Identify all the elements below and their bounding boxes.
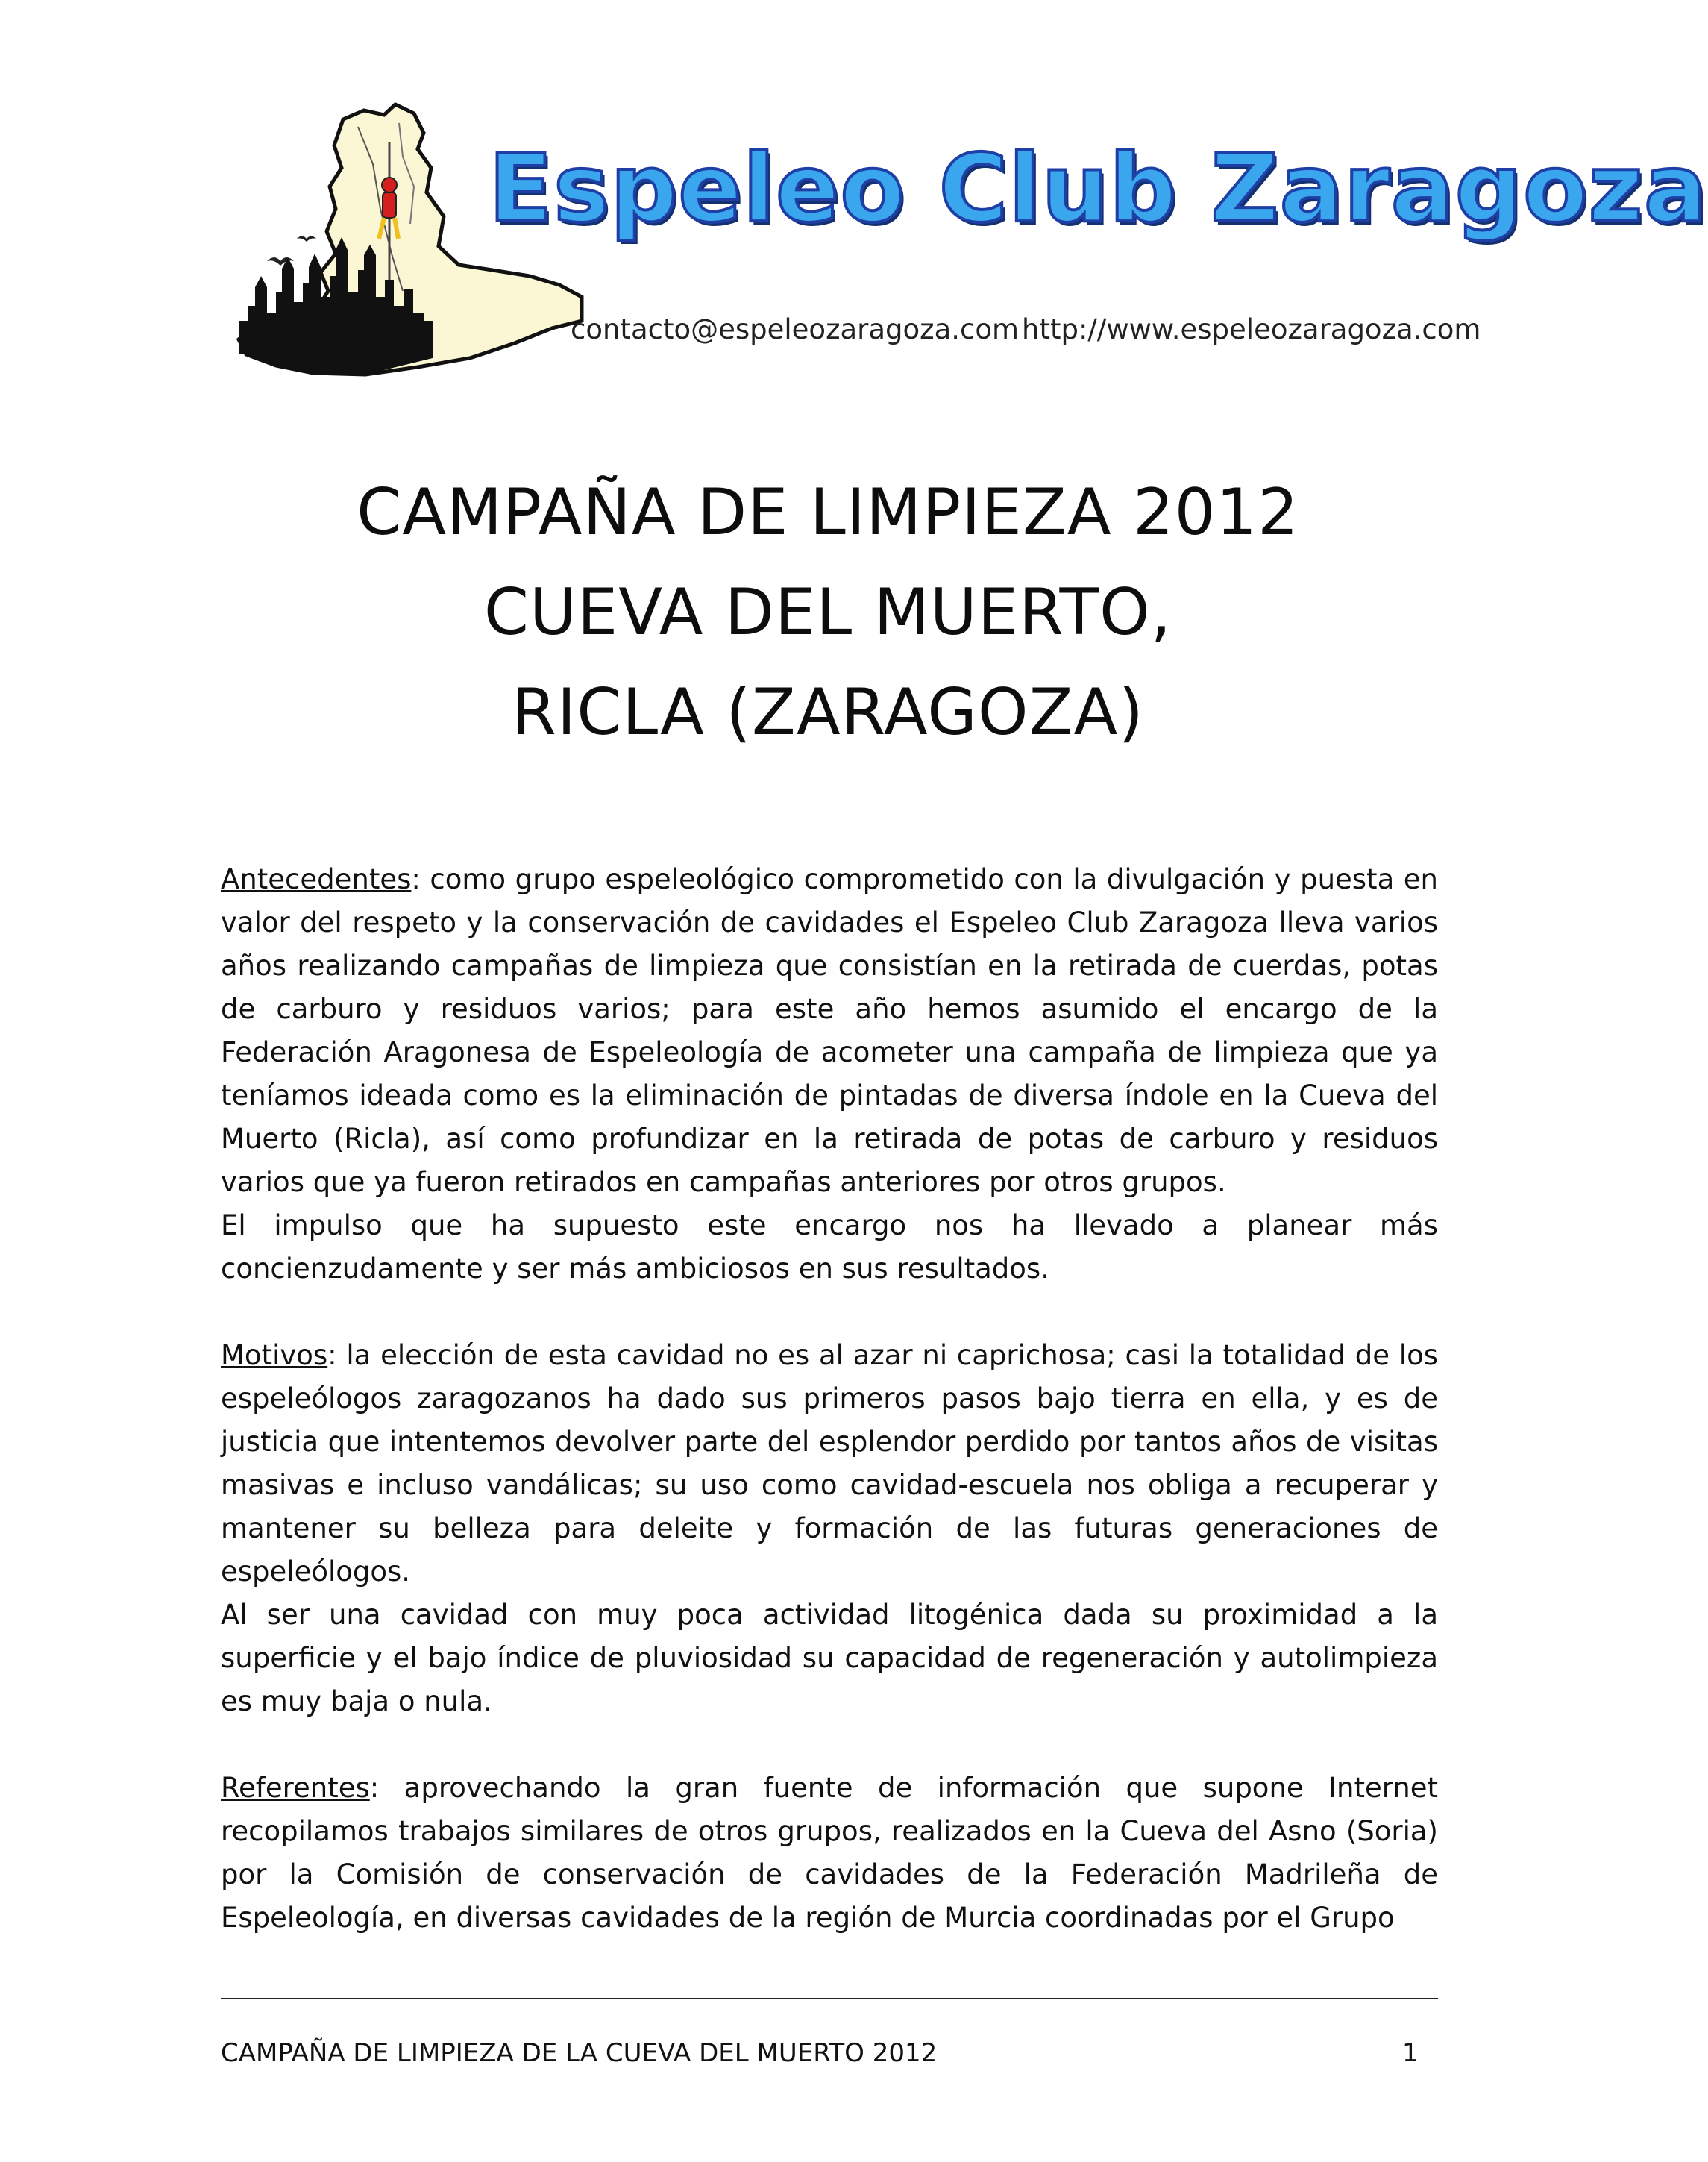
- footer-divider: [221, 1998, 1438, 1999]
- referentes-text: : aprovechando la gran fuente de información que supone Internet recopilamos trabajos similares de otros grupos, realizados en la Cueva del Asno (Soria) por la Comisión de conservación de cavidades de la Federación Madrileña de Espeleología, en diversas cavidades de la región de Murcia coordinadas por el Grupo: [221, 1772, 1438, 1934]
- antecedentes-text: : como grupo espeleológico comprometido con la divulgación y puesta en valor del respeto y la conservación de cavidades el Espeleo Club Zaragoza lleva varios años realizando campañas de limpieza que consistían en la retirada de cuerdas, potas de carburo y residuos varios; para este año hemos asumido el encargo de la Federación Aragonesa de Espeleología de acometer una campaña de limpieza que ya teníamos ideada como es la eliminación de pintadas de diversa índole en la Cueva del Muerto (Ricla), así como profundizar en la retirada de potas de carburo y residuos varios que ya fueron retirados en campañas anteriores por otros grupos.: [221, 863, 1438, 1198]
- title-line-2: CUEVA DEL MUERTO,: [483, 575, 1172, 650]
- antecedentes-paragraph-2: El impulso que ha supuesto este encargo nos ha llevado a planear más concienzudamente y ser más ambiciosos en sus resultados.: [221, 1209, 1438, 1285]
- referentes-paragraph: [221, 1767, 1438, 1940]
- antecedentes-paragraph: [221, 858, 1438, 1204]
- referentes-label: Referentes: [221, 1772, 370, 1804]
- title-line-1: CAMPAÑA DE LIMPIEZA 2012: [357, 475, 1299, 550]
- title-line-3: RICLA (ZARAGOZA): [512, 675, 1144, 750]
- document-title: [224, 463, 1432, 762]
- footer-title: CAMPAÑA DE LIMPIEZA DE LA CUEVA DEL MUERTO 2012: [221, 2038, 938, 2068]
- motivos-paragraph: [221, 1334, 1438, 1594]
- motivos-text: : la elección de esta cavidad no es al azar ni caprichosa; casi la totalidad de los espeleólogos zaragozanos ha dado sus primeros pasos bajo tierra en ella, y es de justicia que intentemos devolver parte del esplendor perdido por tantos años de visitas masivas e incluso vandálicas; su uso como cavidad-escuela nos obliga a recuperar y mantener su belleza para deleite y formación de las futuras generaciones de espeleólogos.: [221, 1339, 1438, 1588]
- club-name: Espeleo Club Zaragoza: [489, 134, 1708, 243]
- club-header: [231, 97, 1708, 380]
- motivos-paragraph-2: Al ser una cavidad con muy poca actividad litogénica dada su proximidad a la superficie y el bajo índice de pluviosidad su capacidad de regeneración y autolimpieza es muy baja o nula.: [221, 1599, 1438, 1717]
- contact-url: http://www.espeleozaragoza.com: [1022, 313, 1481, 345]
- antecedentes-label: Antecedentes: [221, 863, 412, 895]
- motivos-label: Motivos: [221, 1339, 328, 1371]
- contact-email: contacto@espeleozaragoza.com: [571, 313, 1020, 345]
- page-number: 1: [1402, 2038, 1419, 2068]
- document-body: [221, 858, 1438, 1940]
